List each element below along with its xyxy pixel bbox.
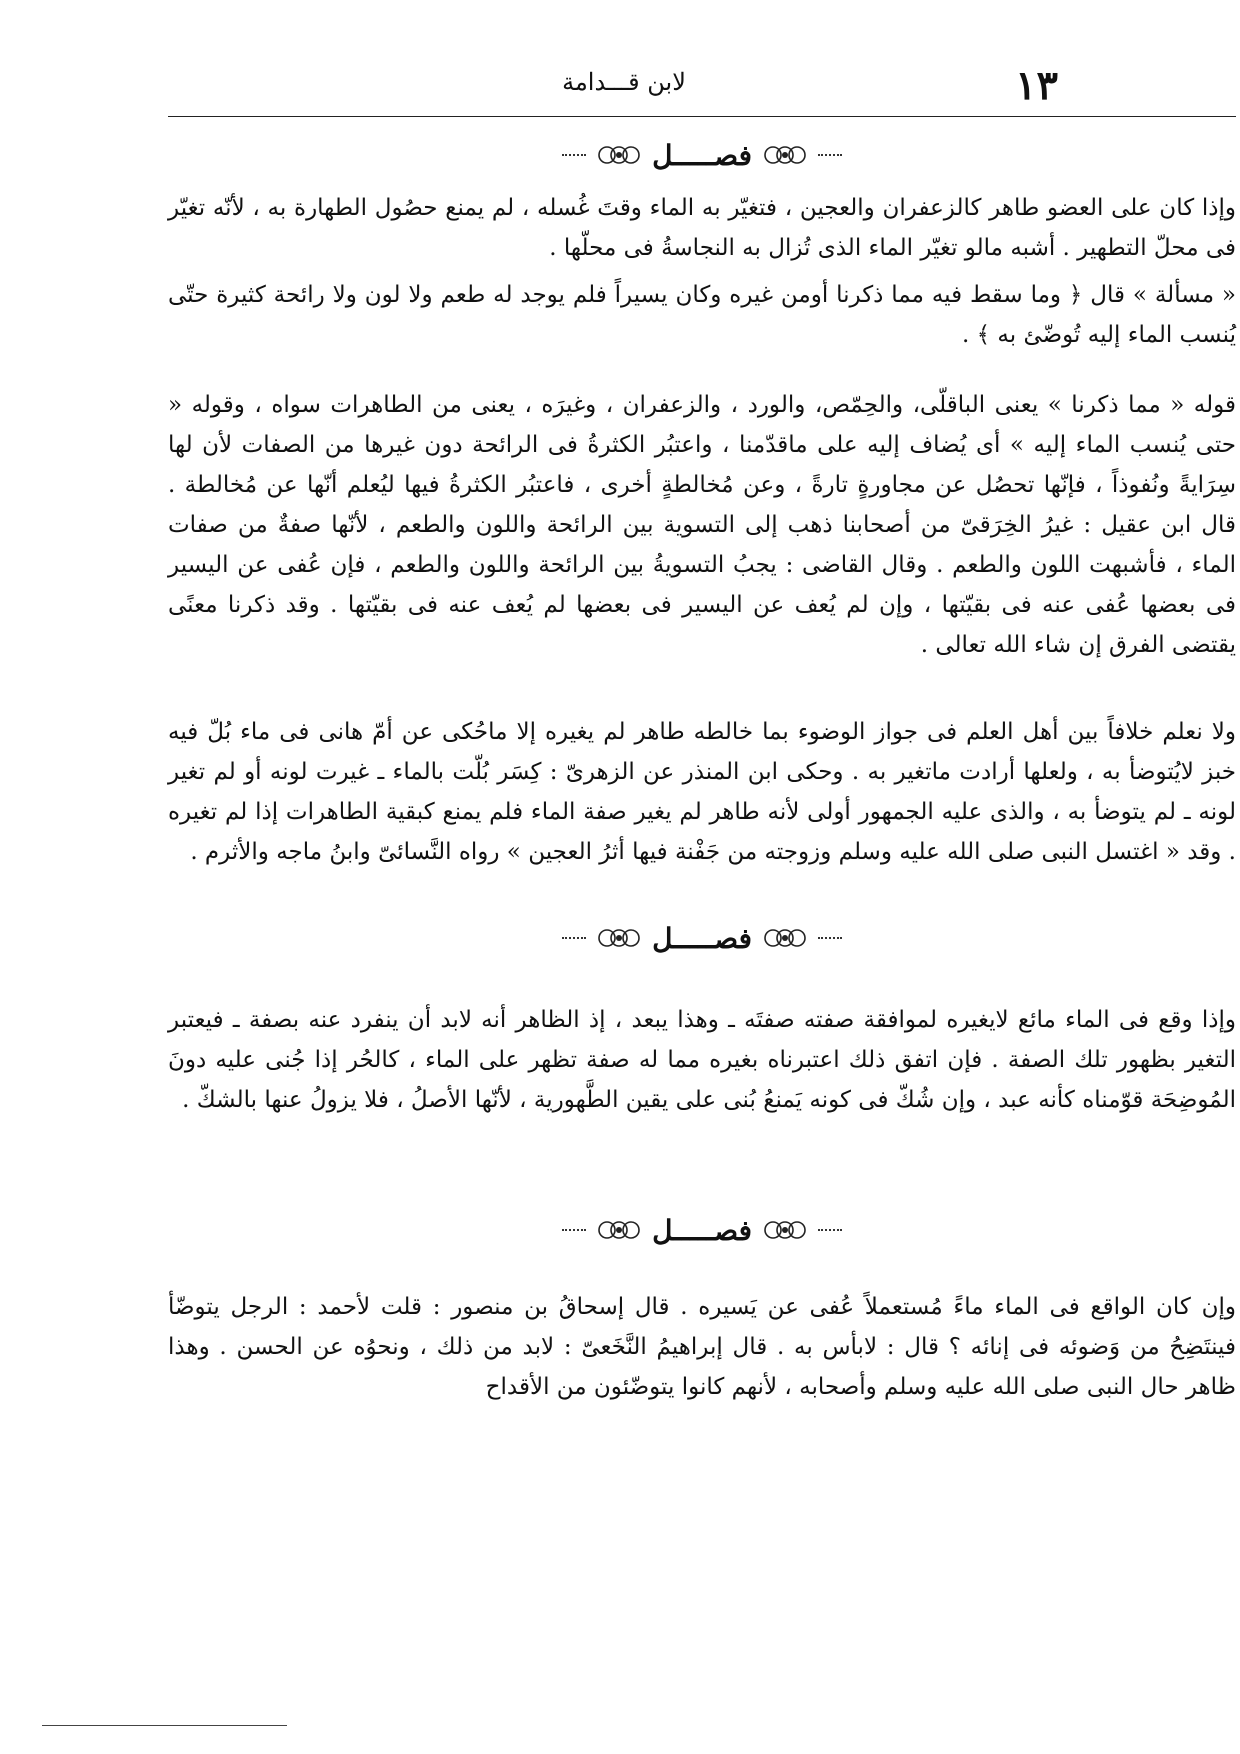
ornament-icon	[762, 925, 808, 951]
ornament-icon	[596, 142, 642, 168]
section-heading	[168, 135, 1236, 175]
paragraph: وإذا وقع فى الماء مائع لايغيره لموافقة صفته صفتَه ـ وهذا يبعد ، إذ الظاهر أنه لابد أن ينفرد عنه بصفة ـ فيعتبر التغير بظهور تلك الصفة . فإن اتفق ذلك اعتبرناه بغيره مما له صفة تظهر على الماء ، كالحُر إذا جُنى عليه دونَ المُوضِحَة قوّمناه كأنه عبد ، وإن شُكّ فى كونه يَمنعُ بُنى على يقين الطَّهورية ، لأنّها الأصلُ ، فلا يزولُ عنها بالشكّ .	[168, 1007, 1236, 1113]
page-number: ١٣	[1015, 62, 1058, 109]
paragraph: وإذا كان على العضو طاهر كالزعفران والعجين ، فتغيّر به الماء وقتَ غُسله ، لم يمنع حصُول الطهارة به ، لأنّه تغيّر فى محلّ التطهير . أشبه مالو تغيّر الماء الذى تُزال به النجاسةُ فى محلّها .	[168, 195, 1236, 261]
ornament-icon	[596, 1217, 642, 1243]
section-heading	[168, 918, 1236, 958]
paragraph: « مسألة » قال ﴿ وما سقط فيه مما ذكرنا أومن غيره وكان يسيراً فلم يوجد له طعم ولا لون ولا رائحة كثيرة حتّى يُنسب الماء إليه تُوضّئ به ﴾ .	[168, 282, 1236, 348]
dotted-dash	[818, 1229, 842, 1231]
ornament-icon	[762, 1217, 808, 1243]
dotted-dash	[818, 154, 842, 156]
paragraph: ولا نعلم خلافاً بين أهل العلم فى جواز الوضوء بما خالطه طاهر لم يغيره إلا ماحُكى عن أمّ هانى فى ماء بُلّ فيه خبز لايُتوضأ به ، ولعلها أرادت ماتغير به . وحكى ابن المنذر عن الزهرىّ : كِسَر بُلّت بالماء ـ غيرت لونه أو لم تغير لونه ـ لم يتوضأ به ، والذى عليه الجمهور أولى لأنه طاهر لم يغير صفة الماء فلم يمنع كبقية الطاهرات إذا لم تغيره . وقد « اغتسل النبى صلى الله عليه وسلم وزوجته من جَفْنة فيها أثرُ العجين » رواه النَّسائىّ وابنُ ماجه والأثرم .	[168, 719, 1236, 865]
paragraph: وإن كان الواقع فى الماء ماءً مُستعملاً عُفى عن يَسيره . قال إسحاقُ بن منصور : قلت لأحمد : الرجل يتوضّأ فينتَضِحُ من وَضوئه فى إنائه ؟ قال : لابأس به . قال إبراهيمُ النَّخَعىّ : لابد من ذلك ، ونحوُه عن الحسن . وهذا ظاهر حال النبى صلى الله عليه وسلم وأصحابه ، لأنهم كانوا يتوضّئون من الأقداح	[168, 1294, 1236, 1400]
running-title: لابن قـــدامة	[562, 68, 686, 96]
paragraph: قوله « مما ذكرنا » يعنى الباقلّى، والحِمّص، والورد ، والزعفران ، وغيرَه ، يعنى من الطاهرات سواه ، وقوله « حتى يُنسب الماء إليه » أى يُضاف إليه على ماقدّمنا ، واعتبُر الكثرةُ فى الرائحة دون غيرها من الصفات لأن لها سِرَايةً ونُفوذاً ، فإنّها تحصُل عن مجاورةٍ تارةً ، وعن مُخالطةٍ أخرى ، فاعتبُر الكثرةُ فيها ليُعلم أنّها عن مُخالطة . قال ابن عقيل : غيرُ الخِرَقىّ من أصحابنا ذهب إلى التسوية بين الرائحة واللون والطعم ، لأنّها صفةٌ من صفات الماء ، فأشبهت اللون والطعم . وقال القاضى : يجبُ التسويةُ بين الرائحة واللون والطعم ، فإن عُفى عن اليسير فى بعضها عُفى عنه فى بقيّتها ، وإن لم يُعف عن اليسير فى بعضها لم يُعف عنه فى بقيّتها . وقد ذكرنا معنًى يقتضى الفرق إن شاء الله تعالى .	[168, 392, 1236, 658]
ornament-icon	[762, 142, 808, 168]
section-heading-label: فصـــــل	[652, 138, 752, 172]
dotted-dash	[818, 937, 842, 939]
dotted-dash	[562, 937, 586, 939]
page-header	[168, 58, 1080, 108]
ornament-icon	[596, 925, 642, 951]
dotted-dash	[562, 1229, 586, 1231]
section-heading-label: فصـــــل	[652, 921, 752, 955]
section-heading-label: فصـــــل	[652, 1213, 752, 1247]
footnote-rule	[42, 1725, 287, 1726]
header-rule	[168, 116, 1236, 117]
dotted-dash	[562, 154, 586, 156]
section-heading	[168, 1210, 1236, 1250]
